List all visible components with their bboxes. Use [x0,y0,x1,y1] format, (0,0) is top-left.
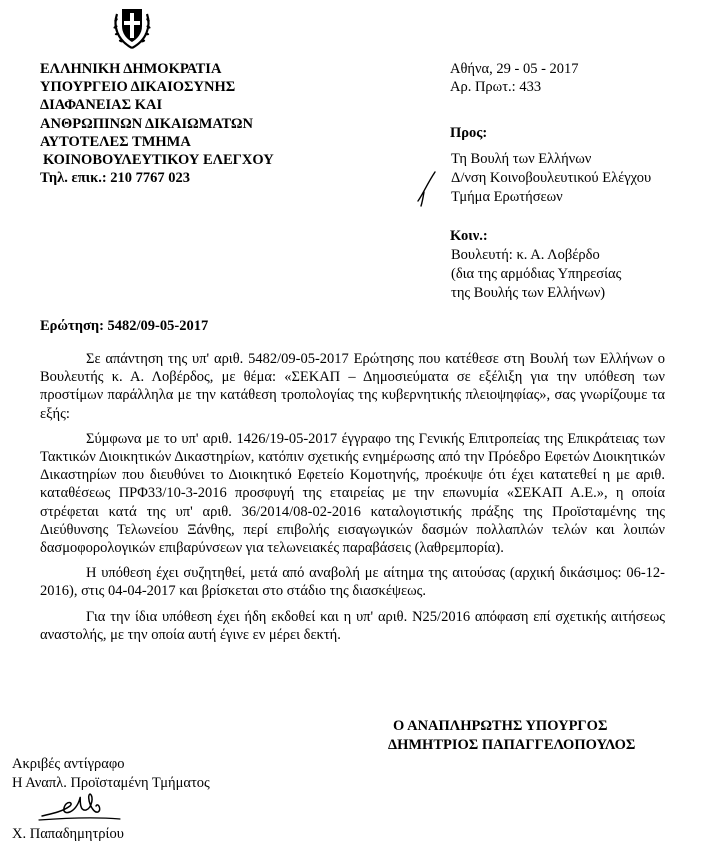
sender-line: ΑΝΘΡΩΠΙΝΩΝ ΔΙΚΑΙΩΜΑΤΩΝ [40,115,253,132]
sender-line: ΑΥΤΟΤΕΛΕΣ ΤΜΗΜΑ [40,133,191,150]
cc-block [451,246,621,303]
sender-line: ΚΟΙΝΟΒΟΥΛΕΥΤΙΚΟΥ ΕΛΕΓΧΟΥ [43,152,274,169]
greek-coat-of-arms-icon [111,4,153,50]
body-paragraph: Η υπόθεση έχει συζητηθεί, μετά από αναβολή με αίτημα της αιτούσας (αρχική δικάσιμος: 06-12-2016), στις 04-04-2017 και βρίσκεται στο στάδιο της διασκέψεως. [40,565,665,600]
sender-line: ΥΠΟΥΡΓΕΙΟ ΔΙΚΑΙΟΣΥΝΗΣ [40,79,236,96]
body-paragraph: Σε απάντηση της υπ' αριθ. 5482/09-05-2017 Ερώτησης που κατέθεσε στη Βουλή των Ελλήνων ο Βουλευτής κ. Α. Λοβέρδος, με θέμα: «ΣΕΚΑΠ – Δημοσιεύματα σε εξέλιξη για την υπόθεση των προστίμων παράλληλα με την κατάθεση τροπολογίας της κυβερνητικής πλειοψηφίας», σας γνωρίζουμε τα εξής: [40,351,665,422]
place-date: Αθήνα, 29 - 05 - 2017 [450,61,579,77]
cc-label: Κοιν.: [450,228,488,244]
recipient-block [451,150,651,207]
body-paragraph: Σύμφωνα με το υπ' αριθ. 1426/19-05-2017 έγγραφο της Γενικής Επιτροπείας της Επικράτειας των Τακτικών Διοικητικών Δικαστηρίων, κατόπιν σχετικής ενημέρωσης από την Πρόεδρο Εφετών Διοικητικών Δικαστηρίων που διευθύνει το Διοικητικό Εφετείο Κομοτηνής, προέκυψε ότι έχει κατατεθεί η με αριθ. καταθέσεως ΠΡΦ33/10-3-2016 προσφυγή της εταιρείας με την επωνυμία «ΣΕΚΑΠ Α.Ε.», η οποία στρέφεται κατά της υπ' αριθ. 36/2014/08-02-2016 καταλογιστικής πράξης της Προϊσταμένης της Διεύθυνσης Τελωνείου Ξάνθης, περί επιβολής εισαγωγικών δασμών πολλαπλών τελών και λοιπών δασμοφορολογικών επιβαρύνσεων για τελωνειακές παραβάσεις (λαθρεμπορία). [40,430,665,557]
signer-name: Χ. Παπαδημητρίου [12,826,124,842]
body-paragraph: Για την ίδια υπόθεση έχει ήδη εκδοθεί και η υπ' αριθ. Ν25/2016 απόφαση επί σχετικής αιτήσεως αναστολής, με την οποία αυτή έγινε εν μέρει δεκτή. [40,608,665,643]
sender-block [40,60,274,187]
cc-line: της Βουλής των Ελλήνων) [451,285,606,301]
minister-name: ΔΗΜΗΤΡΙΟΣ ΠΑΠΑΓΓΕΛΟΠΟΥΛΟΣ [388,737,636,753]
date-protocol-block [450,60,579,96]
handwritten-check-mark [414,168,440,208]
handwritten-signature [36,784,124,826]
sender-phone: Τηλ. επικ.: 210 7767 023 [40,170,191,187]
cc-line: (δια της αρμόδιας Υπηρεσίας [451,266,622,282]
letter-body [40,350,665,651]
minister-title: Ο ΑΝΑΠΛΗΡΩΤΗΣ ΥΠΟΥΡΓΟΣ [393,718,608,734]
certified-line: Ακριβές αντίγραφο [12,756,125,772]
recipient-line: Δ/νση Κοινοβουλευτικού Ελέγχου [451,170,652,186]
recipient-label: Προς: [450,125,488,141]
cc-line: Βουλευτή: κ. Α. Λοβέρδο [451,247,600,263]
protocol-number: Αρ. Πρωτ.: 433 [450,79,542,96]
question-reference: Ερώτηση: 5482/09-05-2017 [40,318,209,334]
recipient-line: Τμήμα Ερωτήσεων [451,189,563,205]
recipient-line: Τη Βουλή των Ελλήνων [451,151,592,167]
certified-line: Η Αναπλ. Προϊσταμένη Τμήματος [12,775,210,791]
sender-line: ΔΙΑΦΑΝΕΙΑΣ ΚΑΙ [40,97,163,114]
sender-line: ΕΛΛΗΝΙΚΗ ΔΗΜΟΚΡΑΤΙΑ [40,61,222,77]
